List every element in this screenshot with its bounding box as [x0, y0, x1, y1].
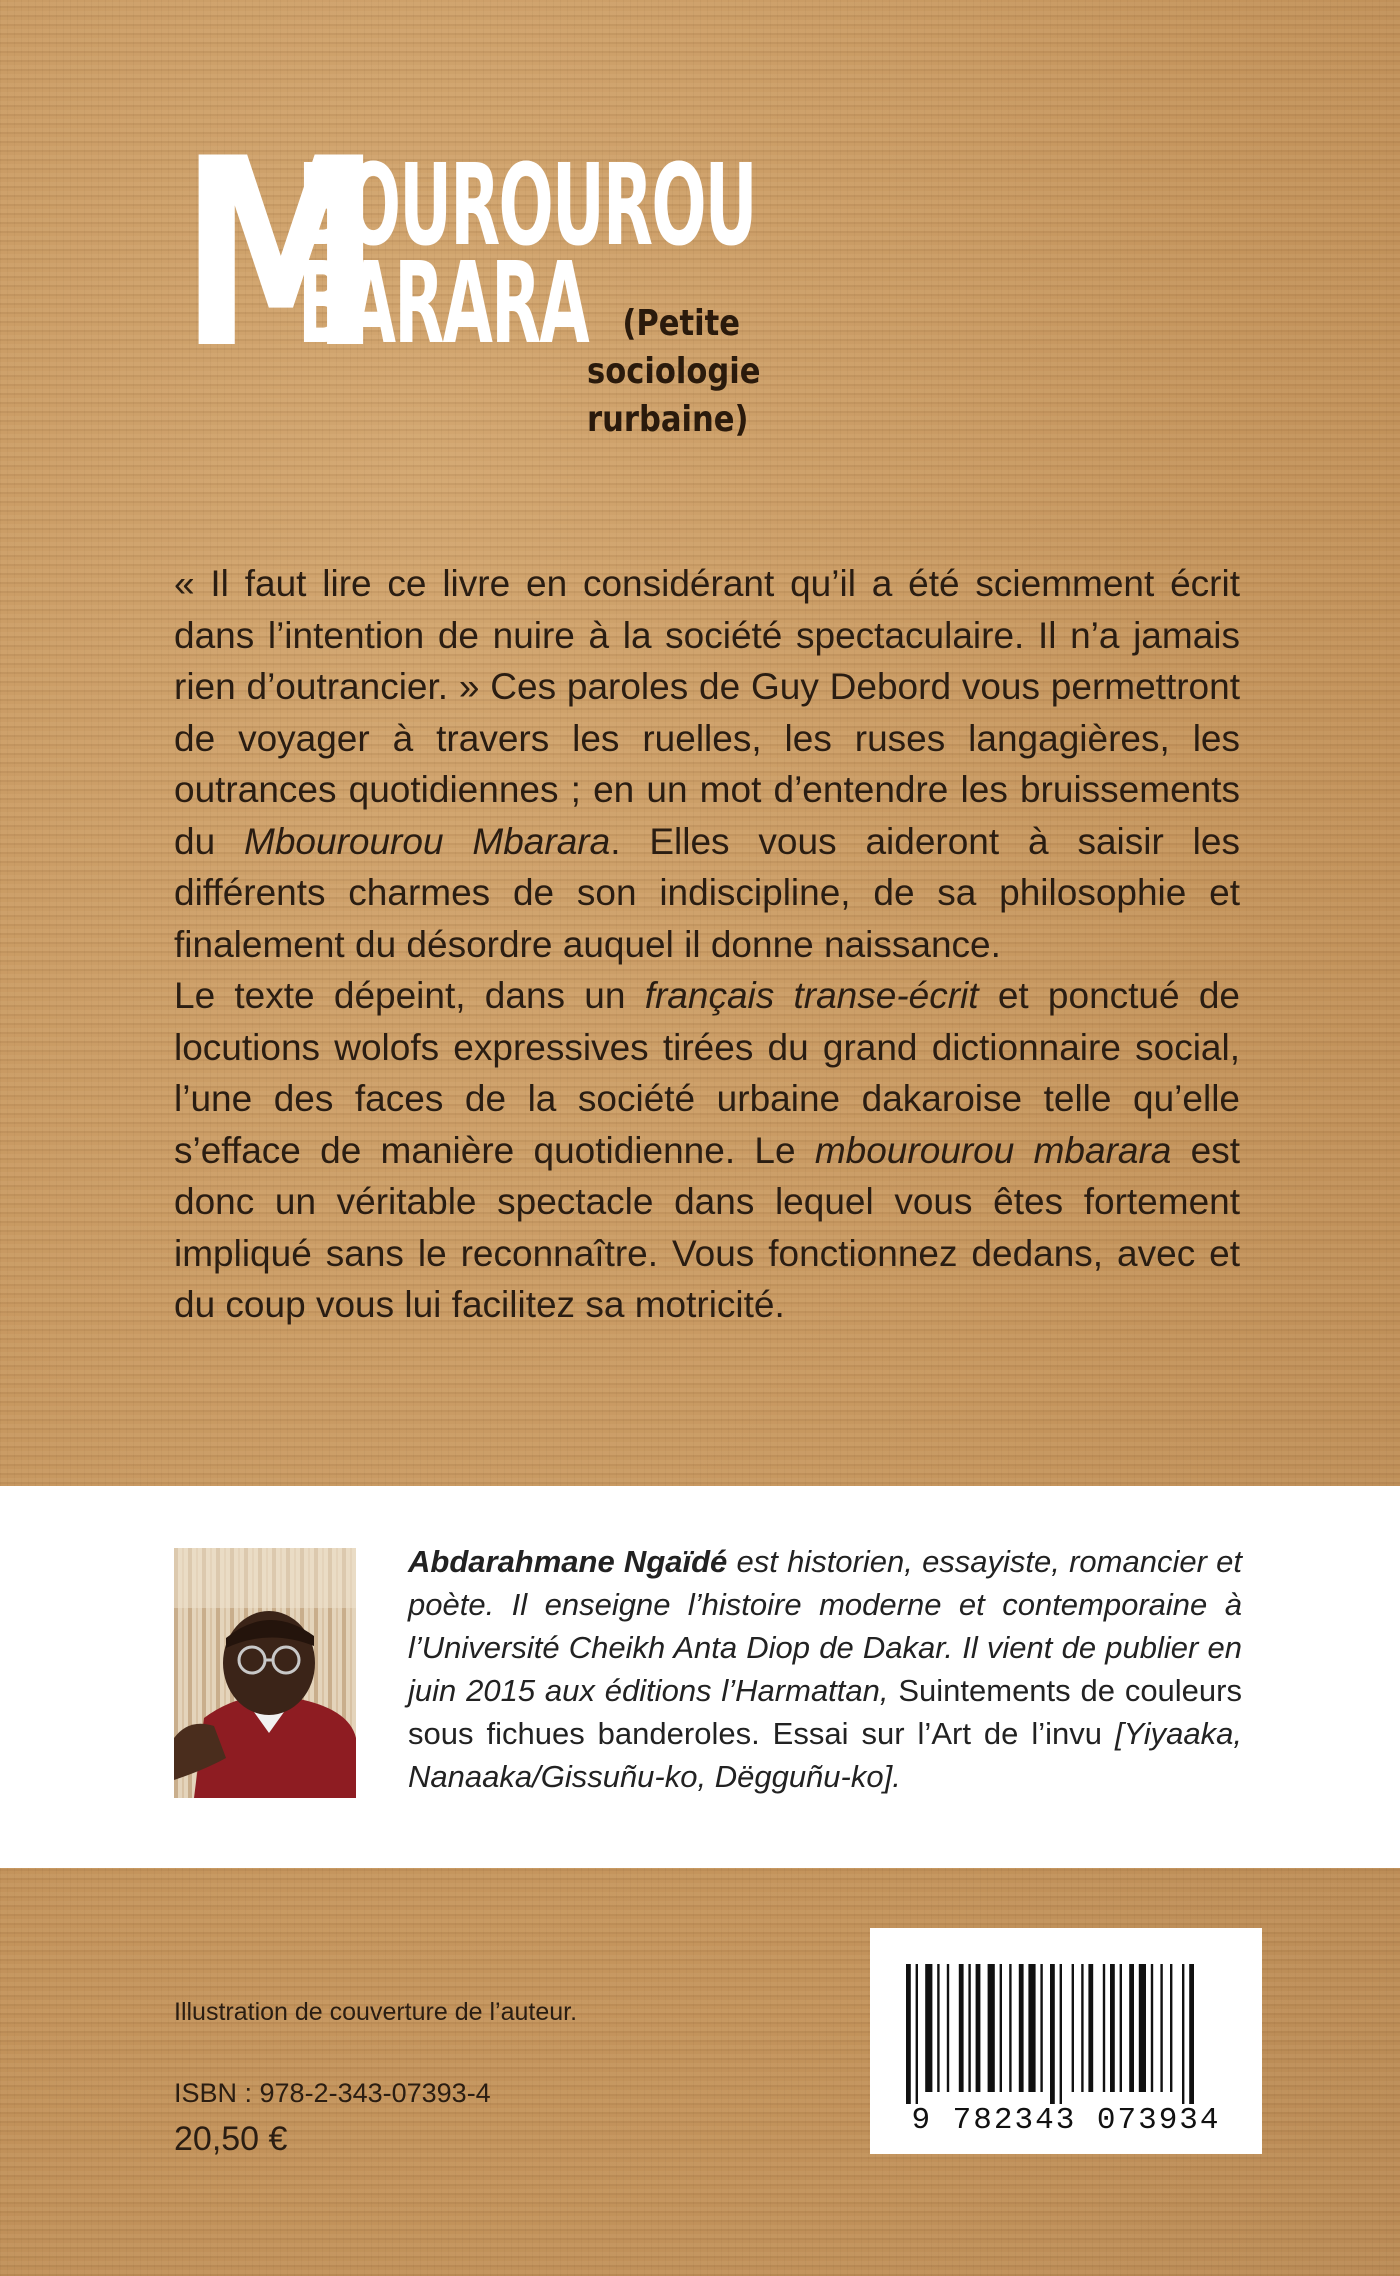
- blurb-text: « Il faut lire ce livre en considérant qu’il a été sciemment écrit dans l’intention de nuire à la société spectaculaire. Il n’a jamais rien d’outrancier. » Ces paroles de Guy Debord vous permettront de voyager à travers les ruelles, les ruses langagières, les outrances quotidiennes ; en un mot d’entendre les bruissements du: [174, 563, 1240, 862]
- subtitle-line-2: sociologie: [587, 351, 761, 392]
- blurb-emphasis: Mbourourou Mbarara: [244, 820, 611, 862]
- barcode-bar: [1110, 1964, 1115, 2092]
- blurb-text: est donc un véritable spectacle dans lequel vous êtes fortement impliqué sans le reconnaître. Vous fonctionnez dedans, avec et du coup vous lui facilitez sa motricité.: [174, 1129, 1241, 1325]
- barcode-bar: [1081, 1964, 1083, 2092]
- bio-text: [Yiyaaka, Nanaaka/Gissuñu-ko, Dëgguñu-ko].: [408, 1716, 1242, 1794]
- author-photo: [174, 1548, 356, 1798]
- back-cover-blurb: [174, 558, 1240, 1331]
- author-name: Abdarahmane Ngaïdé: [408, 1544, 728, 1579]
- barcode-bar: [906, 1964, 911, 2104]
- blurb-text: Le texte dépeint, dans un: [174, 975, 645, 1016]
- barcode-bar: [968, 1964, 970, 2092]
- blurb-text: et ponctué de locutions wolofs expressives tirées du grand dictionnaire social, l’une des faces de la société urbaine dakaroise telle qu’elle s’efface de manière quotidienne. Le: [174, 975, 1240, 1171]
- barcode-bar: [916, 1964, 918, 2104]
- barcode-bar: [1028, 1964, 1035, 2092]
- barcode-bar: [988, 1964, 995, 2092]
- author-bio-panel: [0, 1486, 1400, 1868]
- barcode-bar: [1189, 1964, 1194, 2104]
- barcode-bar: [1050, 1964, 1055, 2104]
- barcode-digits: 9 782343 073934: [911, 2103, 1221, 2138]
- title-line-1: BOUROUROU: [298, 141, 756, 271]
- blurb-emphasis: français transe-écrit: [644, 975, 979, 1016]
- barcode-bar: [1088, 1964, 1093, 2092]
- price: 20,50 €: [174, 2120, 288, 2158]
- barcode-bar: [1151, 1964, 1153, 2092]
- barcode-bar: [1019, 1964, 1024, 2092]
- barcode-bar: [976, 1964, 981, 2092]
- cover-credit: Illustration de couverture de l’auteur.: [174, 1998, 578, 2026]
- subtitle-line-1: (Petite: [622, 303, 740, 344]
- bio-book-title: Suintements de couleurs sous fichues banderoles. Essai sur l’Art de l’invu: [408, 1673, 1242, 1751]
- author-portrait-image: [174, 1548, 356, 1798]
- barcode-bar: [1000, 1964, 1002, 2092]
- barcode-bar: [959, 1964, 964, 2092]
- barcode-bar: [1170, 1964, 1172, 2092]
- barcode-bar: [1120, 1964, 1122, 2092]
- isbn: ISBN : 978-2-343-07393-4: [174, 2078, 491, 2108]
- barcode: [870, 1928, 1262, 2154]
- barcode-bar: [1060, 1964, 1062, 2104]
- blurb-text: . Elles vous aideront à saisir les différents charmes de son indiscipline, de sa philosophie et finalement du désordre auquel il donne naissance.: [174, 820, 1240, 965]
- barcode-bar: [1129, 1964, 1134, 2092]
- book-title: [180, 104, 761, 450]
- barcode-bar: [947, 1964, 949, 2092]
- barcode-bar: [1040, 1964, 1042, 2092]
- barcode-bar: [925, 1964, 932, 2092]
- title-line-2: BARARA: [298, 239, 588, 369]
- subtitle-line-3: rurbaine): [587, 399, 749, 440]
- barcode-image: [870, 1928, 1262, 2154]
- barcode-bar: [1139, 1964, 1146, 2092]
- barcode-bar: [1103, 1964, 1105, 2092]
- barcode-bar: [1160, 1964, 1162, 2092]
- barcode-bar: [1182, 1964, 1184, 2104]
- barcode-bar: [1009, 1964, 1011, 2092]
- subtitle: [587, 300, 761, 444]
- barcode-bar: [1072, 1964, 1074, 2092]
- author-bio: [408, 1540, 1242, 1798]
- barcode-bar: [937, 1964, 939, 2092]
- title-initial: M: [180, 104, 382, 406]
- blurb-paragraph-2: [174, 970, 1240, 1331]
- bio-text: est historien, essayiste, romancier et poète. Il enseigne l’histoire moderne et contemporaine à l’Université Cheikh Anta Diop de Dakar. Il vient de publier en juin 2015 aux éditions l’Harmattan,: [408, 1544, 1242, 1708]
- blurb-emphasis: mbourourou mbarara: [814, 1129, 1172, 1171]
- blurb-paragraph-1: [174, 558, 1240, 970]
